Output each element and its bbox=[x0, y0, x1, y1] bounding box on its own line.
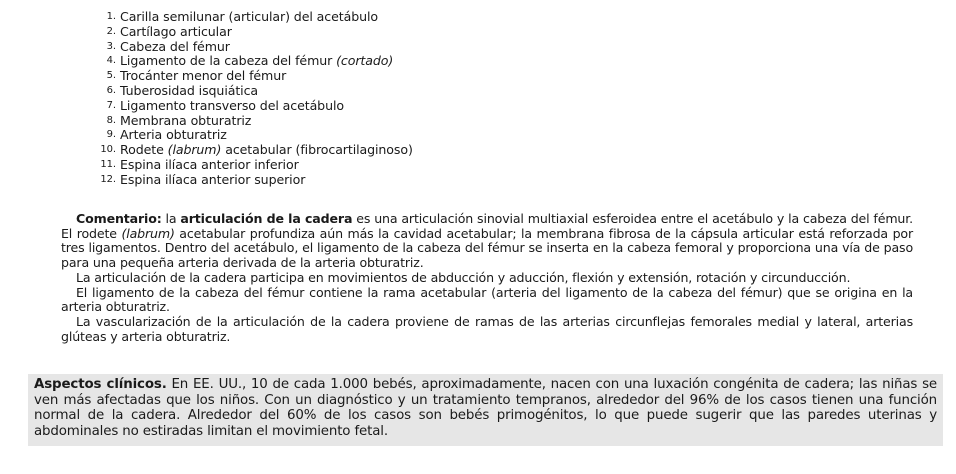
list-item bbox=[96, 10, 656, 25]
list-item bbox=[96, 114, 656, 129]
comment-bold-term: articulación de la cadera bbox=[180, 211, 353, 226]
item-number: 7 . bbox=[96, 99, 120, 114]
list-item bbox=[96, 25, 656, 40]
comment-italic-term: (labrum) bbox=[121, 225, 175, 241]
item-text: Membrana obturatriz bbox=[120, 112, 252, 128]
comment-paragraph: La articulación de la cadera participa en movimientos de abducción y aducción, flexión y extensión, rotación y circunducción. bbox=[76, 269, 851, 285]
item-number: 5 . bbox=[96, 69, 120, 84]
legend-list bbox=[96, 10, 656, 188]
item-text: Espina ilíaca anterior superior bbox=[120, 171, 306, 187]
item-number: 12 . bbox=[96, 173, 120, 188]
item-text: Carilla semilunar (articular) del acetábulo bbox=[120, 9, 378, 24]
list-item bbox=[96, 84, 656, 99]
comment-section bbox=[61, 212, 913, 344]
clinical-label: Aspectos clínicos. bbox=[34, 377, 167, 392]
item-italic: (labrum) bbox=[167, 142, 222, 158]
list-item bbox=[96, 143, 656, 158]
clinical-paragraph: Aspectos clínicos. En EE. UU., 10 de cada 1.000 bebés, aproximadamente, nacen con una luxación congénita de cadera; las niñas se ven más afectadas que los niños. Con un diagnóstico y un tratamiento tempranos, alrededor del 96% de los casos tienen una función normal de la cadera. Alrededor del 60% de los casos son bebés primogénitos, lo que puede sugerir que las paredes uterinas y abdominales no estiradas limitan el movimiento fetal. bbox=[34, 377, 938, 439]
item-text: Espina ilíaca anterior inferior bbox=[120, 156, 299, 172]
item-text: Cabeza del fémur bbox=[120, 38, 230, 54]
item-text: Rodete (labrum) acetabular (fibrocartilaginoso) bbox=[120, 142, 413, 158]
item-number: 9 . bbox=[96, 128, 120, 143]
list-item bbox=[96, 128, 656, 143]
list-item bbox=[96, 99, 656, 114]
item-italic: (cortado) bbox=[336, 53, 394, 69]
list-item bbox=[96, 158, 656, 173]
item-text: Arteria obturatriz bbox=[120, 127, 227, 143]
comment-paragraph: El ligamento de la cabeza del fémur contiene la rama acetabular (arteria del ligamento de la cabeza del fémur) que se origina en la arteria obturatriz. bbox=[61, 284, 913, 315]
item-text: Trocánter menor del fémur bbox=[120, 68, 287, 84]
item-number: 4 . bbox=[96, 54, 120, 69]
item-number: 8 . bbox=[96, 114, 120, 129]
clinical-box bbox=[28, 374, 943, 446]
list-item bbox=[96, 69, 656, 84]
item-number: 11 . bbox=[96, 158, 120, 173]
comment-label: Comentario: bbox=[76, 211, 162, 226]
item-number: 2 . bbox=[96, 25, 120, 40]
item-text: Tuberosidad isquiática bbox=[120, 82, 259, 98]
item-text: Ligamento transverso del acetábulo bbox=[120, 97, 344, 113]
item-number: 10 . bbox=[96, 143, 120, 158]
item-text: Cartílago articular bbox=[120, 23, 232, 39]
item-text: Ligamento de la cabeza del fémur (cortado) bbox=[120, 53, 394, 69]
item-number: 1 . bbox=[96, 10, 120, 25]
comment-paragraph: La vascularización de la articulación de la cadera proviene de ramas de las arterias circunflejas femorales medial y lateral, arterias glúteas y arteria obturatriz. bbox=[61, 313, 913, 344]
list-item bbox=[96, 54, 656, 69]
list-item bbox=[96, 173, 656, 188]
item-number: 6 . bbox=[96, 84, 120, 99]
list-item bbox=[96, 40, 656, 55]
item-number: 3 . bbox=[96, 40, 120, 55]
comment-paragraph: Comentario: la articulación de la cadera es una articulación sinovial multiaxial esferoidea entre el acetábulo y la cabeza del fémur. El rodete (labrum) acetabular profundiza aún más la cavidad acetabular; la membrana fibrosa de la cápsula articular está reforzada por tres ligamentos. Dentro del acetábulo, el ligamento de la cabeza del fémur se inserta en la cabeza femoral y proporciona una vía de paso para una pequeña arteria derivada de la arteria obturatriz. bbox=[61, 211, 913, 271]
